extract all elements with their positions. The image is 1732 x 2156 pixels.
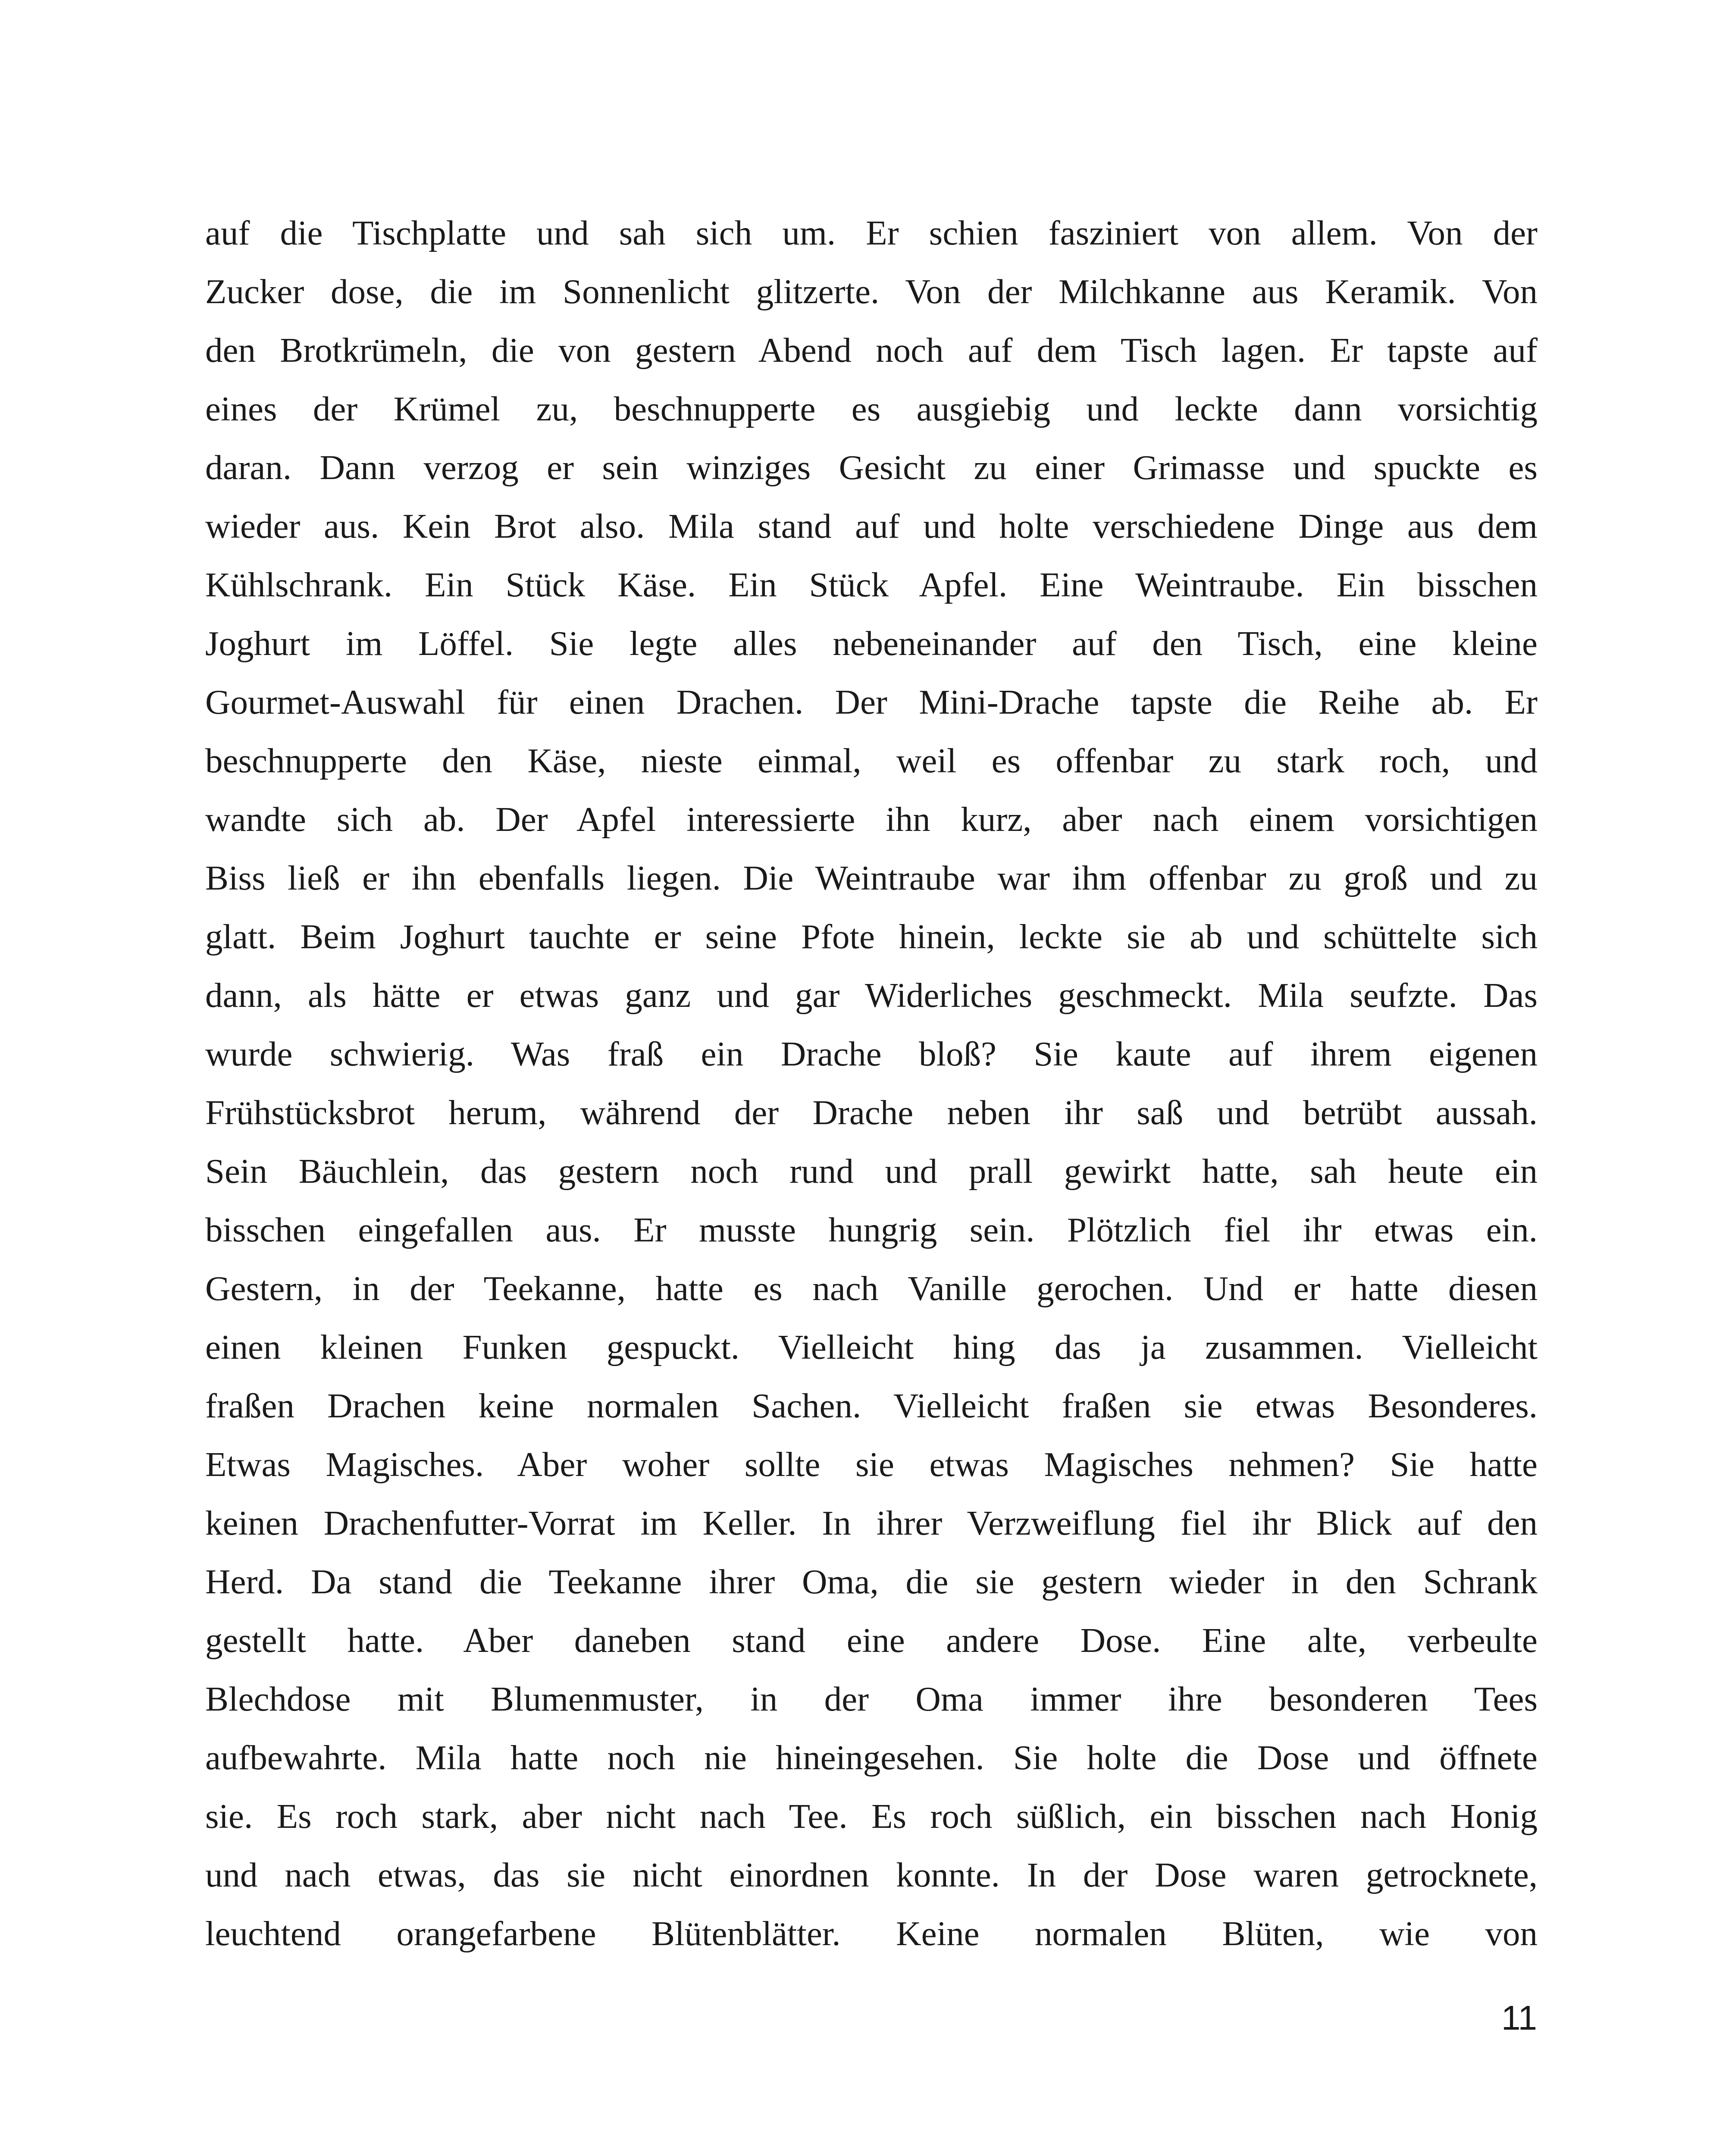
text-line: Biss ließ er ihn ebenfalls liegen. Die Weintraube war ihm offenbar zu groß und zu [205, 859, 1538, 897]
text-line: Joghurt im Löffel. Sie legte alles nebeneinander auf den Tisch, eine kleine [205, 624, 1538, 663]
text-line: Zucker dose, die im Sonnenlicht glitzerte. Von der Milchkanne aus Keramik. Von [205, 272, 1538, 311]
text-line: daran. Dann verzog er sein winziges Gesicht zu einer Grimasse und spuckte es [205, 448, 1538, 487]
text-line: bisschen eingefallen aus. Er musste hungrig sein. Plötzlich fiel ihr etwas ein. [205, 1210, 1538, 1249]
text-line: und nach etwas, das sie nicht einordnen konnte. In der Dose waren getrocknete, [205, 1855, 1538, 1894]
text-line: dann, als hätte er etwas ganz und gar Widerliches geschmeckt. Mila seufzte. Das [205, 976, 1538, 1015]
text-line: einen kleinen Funken gespuckt. Vielleicht hing das ja zusammen. Vielleicht [205, 1328, 1538, 1366]
text-line: Frühstücksbrot herum, während der Drache neben ihr saß und betrübt aussah. [205, 1093, 1538, 1132]
text-line: aufbewahrte. Mila hatte noch nie hineingesehen. Sie holte die Dose und öffnete [205, 1738, 1538, 1777]
text-line: auf die Tischplatte und sah sich um. Er schien fasziniert von allem. Von der [205, 213, 1538, 252]
text-line: beschnupperte den Käse, nieste einmal, weil es offenbar zu stark roch, und [205, 741, 1538, 780]
text-line: leuchtend orangefarbene Blütenblätter. Keine normalen Blüten, wie von [205, 1914, 1538, 1953]
body-text [205, 204, 1538, 1963]
text-line: sie. Es roch stark, aber nicht nach Tee. Es roch süßlich, ein bisschen nach Honig [205, 1797, 1538, 1836]
text-line: Herd. Da stand die Teekanne ihrer Oma, die sie gestern wieder in den Schrank [205, 1562, 1538, 1601]
page-number: 11 [1501, 1999, 1537, 2037]
text-line: Kühlschrank. Ein Stück Käse. Ein Stück Apfel. Eine Weintraube. Ein bisschen [205, 565, 1538, 604]
text-line: wieder aus. Kein Brot also. Mila stand auf und holte verschiedene Dinge aus dem [205, 507, 1538, 545]
text-line: eines der Krümel zu, beschnupperte es ausgiebig und leckte dann vorsichtig [205, 389, 1538, 428]
text-line: Etwas Magisches. Aber woher sollte sie etwas Magisches nehmen? Sie hatte [205, 1445, 1538, 1484]
text-line: den Brotkrümeln, die von gestern Abend noch auf dem Tisch lagen. Er tapste auf [205, 331, 1538, 370]
text-line: keinen Drachenfutter-Vorrat im Keller. In ihrer Verzweiflung fiel ihr Blick auf den [205, 1504, 1538, 1542]
text-line: fraßen Drachen keine normalen Sachen. Vielleicht fraßen sie etwas Besonderes. [205, 1386, 1538, 1425]
text-line: Blechdose mit Blumenmuster, in der Oma immer ihre besonderen Tees [205, 1680, 1538, 1718]
text-line: glatt. Beim Joghurt tauchte er seine Pfote hinein, leckte sie ab und schüttelte sich [205, 917, 1538, 956]
text-line: Gestern, in der Teekanne, hatte es nach Vanille gerochen. Und er hatte diesen [205, 1269, 1538, 1308]
text-line: wandte sich ab. Der Apfel interessierte ihn kurz, aber nach einem vorsichtigen [205, 800, 1538, 839]
text-line: Gourmet-Auswahl für einen Drachen. Der Mini-Drache tapste die Reihe ab. Er [205, 683, 1538, 721]
text-line: wurde schwierig. Was fraß ein Drache bloß? Sie kaute auf ihrem eigenen [205, 1034, 1538, 1073]
text-line: gestellt hatte. Aber daneben stand eine andere Dose. Eine alte, verbeulte [205, 1621, 1538, 1660]
text-line: Sein Bäuchlein, das gestern noch rund und prall gewirkt hatte, sah heute ein [205, 1152, 1538, 1191]
